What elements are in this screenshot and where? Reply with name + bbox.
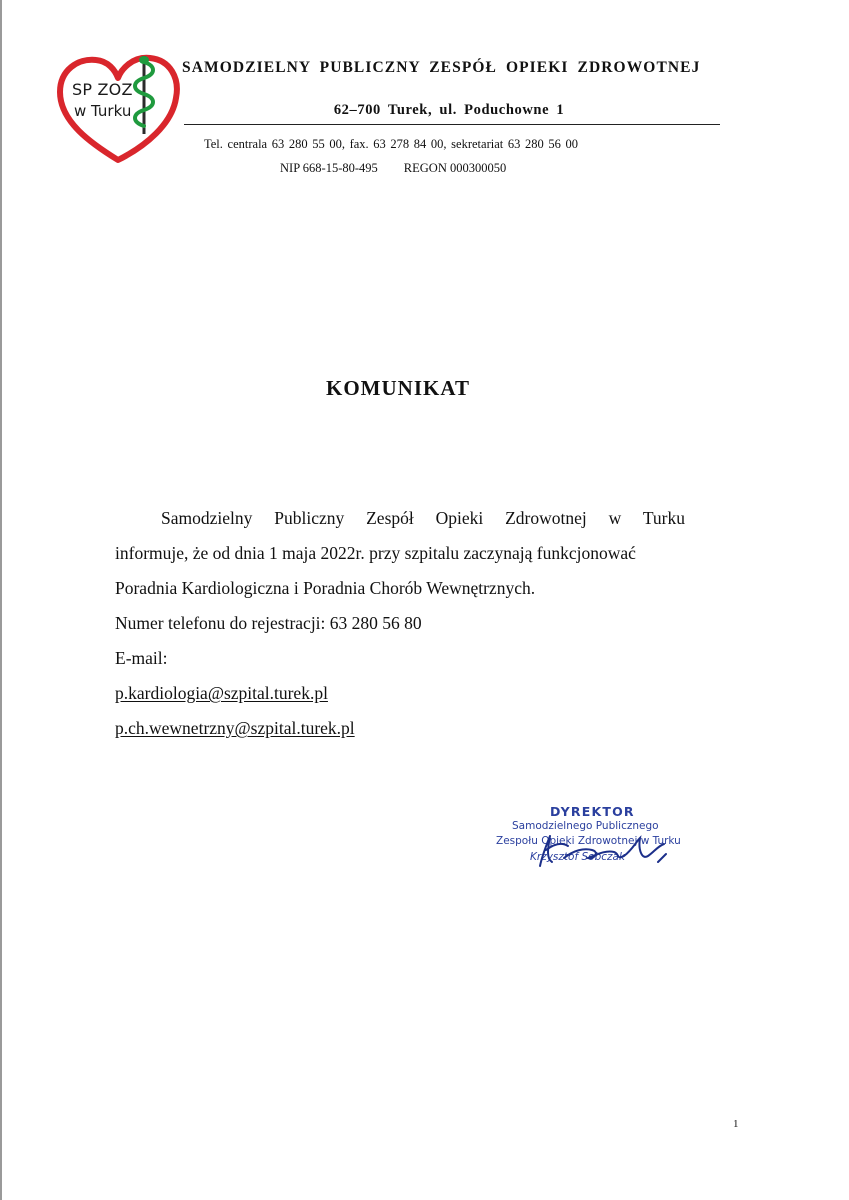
- email-link-cardiology[interactable]: p.kardiologia@szpital.turek.pl: [115, 683, 328, 703]
- contact-numbers: Tel. centrala 63 280 55 00, fax. 63 278 84 00, sekretariat 63 280 56 00: [204, 137, 578, 151]
- body-line-2: informuje, że od dnia 1 maja 2022r. przy szpitalu zaczynają funkcjonować: [115, 543, 636, 563]
- director-stamp: [488, 800, 698, 890]
- announcement-body: [115, 501, 685, 746]
- nip-number: NIP 668-15-80-495: [280, 161, 378, 175]
- regon-number: REGON 000300050: [403, 161, 507, 175]
- page-number: 1: [733, 1118, 739, 1130]
- stamp-title: DYREKTOR: [550, 804, 635, 819]
- signature-icon: [488, 800, 698, 890]
- hospital-logo: [52, 48, 184, 166]
- institution-address: 62–700 Turek, ul. Poduchowne 1: [333, 102, 565, 118]
- institution-name: SAMODZIELNY PUBLICZNY ZESPÓŁ OPIEKI ZDROWOTNEJ: [182, 59, 701, 76]
- registry-ids: [280, 161, 506, 176]
- email-link-internal[interactable]: p.ch.wewnetrzny@szpital.turek.pl: [115, 718, 355, 738]
- header-divider: [184, 124, 720, 125]
- logo-text-line1: SP ZOZ: [72, 80, 133, 99]
- stamp-line-3: Zespołu Opieki Zdrowotnej w Turku: [496, 835, 681, 847]
- email-label: E-mail:: [115, 648, 168, 668]
- body-line-1: Samodzielny Publiczny Zespół Opieki Zdrowotnej w Turku: [161, 508, 685, 528]
- stamp-line-4: Krzysztof Sobczak: [530, 851, 626, 863]
- scan-edge: [0, 0, 2, 1200]
- document-title: KOMUNIKAT: [326, 376, 470, 400]
- registration-phone: Numer telefonu do rejestracji: 63 280 56 80: [115, 613, 422, 633]
- stamp-line-2: Samodzielnego Publicznego: [512, 820, 659, 832]
- logo-text-line2: w Turku: [74, 102, 132, 120]
- body-line-3: Poradnia Kardiologiczna i Poradnia Chorób Wewnętrznych.: [115, 578, 536, 598]
